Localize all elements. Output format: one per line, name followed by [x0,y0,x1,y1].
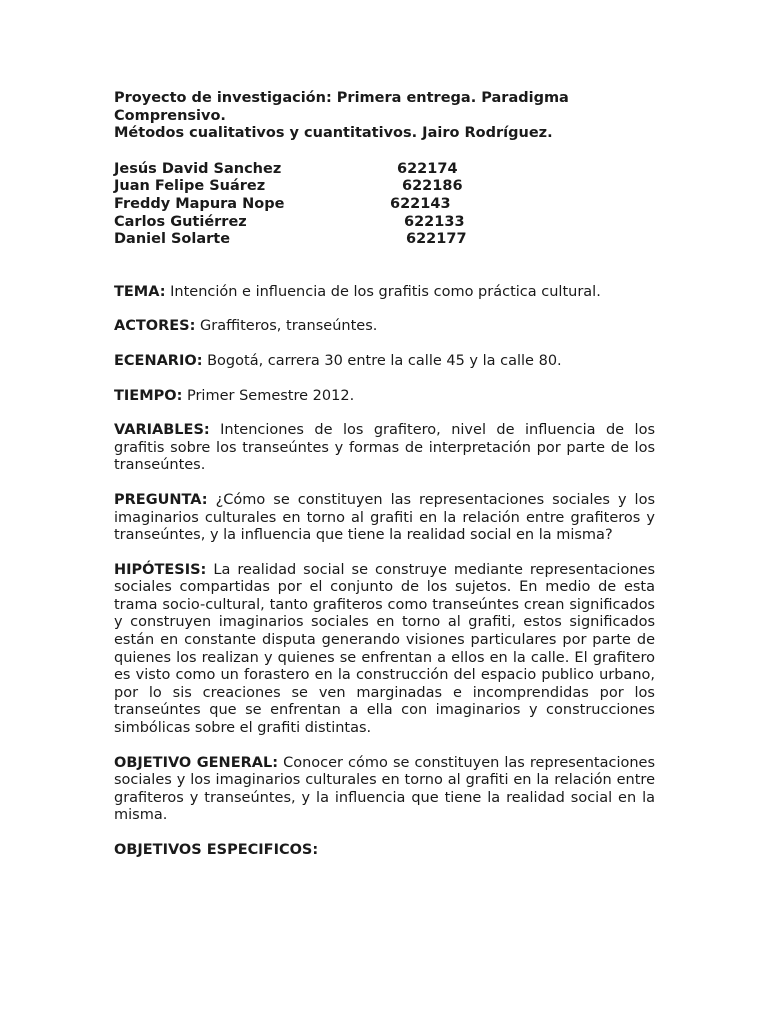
author-id: 622177 [406,231,467,248]
author-name: Daniel Solarte [114,231,231,248]
field-tiempo [114,388,655,406]
author-row [114,161,655,179]
header-line-3: Métodos cualitativos y cuantitativos. Jairo Rodríguez. [114,125,553,142]
field-pregunta [114,492,655,545]
field-text: Intenciones de los grafitero, nivel de influencia de los grafitis sobre los transeúntes y formas de interpretación por parte de los transeúntes. [114,422,655,474]
document-header [114,90,655,143]
field-actores [114,318,655,336]
author-id: 622143 [390,195,451,212]
header-line-1: Proyecto de investigación: Primera entrega. Paradigma [114,90,569,106]
field-label: OBJETIVO GENERAL: [114,754,279,771]
document-page [114,90,655,860]
field-tema [114,284,655,302]
author-row [114,178,655,196]
field-hipotesis [114,562,655,738]
field-text: Conocer cómo se constituyen las representaciones sociales y los imaginarios culturales en torno al grafiti en la relación entre grafiteros y transeúntes, y la influencia que tiene la realidad social en la misma. [114,754,656,824]
field-variables [114,422,655,475]
field-label: OBJETIVOS ESPECIFICOS: [114,842,319,858]
author-name: Juan Felipe Suárez [114,178,266,195]
field-text: Bogotá, carrera 30 entre la calle 45 y la calle 80. [207,352,562,369]
field-text: La realidad social se construye mediante representaciones sociales compartidas por el conjunto de los sujetos. En medio de esta trama socio-cultural, tanto grafiteros como transeúntes crean significados y construyen imaginarios sociales en torno al grafiti, estos significados están en constante disputa generando visiones particulares por parte de quienes los realizan y quienes se enfrentan a ellos en la calle. El grafitero es visto como un forastero en la construcción del espacio publico urbano, por lo sis creaciones se ven marginadas e incomprendidas por los transeúntes que se enfrentan a ella con imaginarios y construcciones simbólicas sobre el grafiti distintas. [114,561,656,737]
field-text: ¿Cómo se constituyen las representaciones sociales y los imaginarios culturales en torno al grafiti en la relación entre grafiteros y transeúntes, y la influencia que tiene la realidad social en la misma? [114,491,655,544]
author-id: 622186 [402,178,463,195]
field-text: Intención e influencia de los grafitis como práctica cultural. [170,283,601,300]
field-label: ECENARIO: [114,352,203,369]
author-name: Jesús David Sanchez [114,160,282,177]
author-name: Freddy Mapura Nope [114,195,285,212]
header-line-2: Comprensivo. [114,107,226,124]
field-label: TEMA: [114,283,166,300]
field-label: TIEMPO: [114,387,183,404]
author-list [114,161,655,249]
field-objetivos-especificos [114,842,655,860]
author-row [114,231,655,249]
author-name: Carlos Gutiérrez [114,213,247,230]
field-label: HIPÓTESIS: [114,561,207,578]
author-id: 622174 [397,160,458,177]
field-label: VARIABLES: [114,422,210,439]
field-label: ACTORES: [114,318,196,335]
field-escenario [114,353,655,371]
author-row [114,214,655,232]
field-objetivo-general [114,755,655,825]
field-text: Graffiteros, transeúntes. [200,318,378,335]
author-row [114,196,655,214]
field-text: Primer Semestre 2012. [186,387,355,404]
field-label: PREGUNTA: [114,491,208,508]
author-id: 622133 [404,213,465,230]
